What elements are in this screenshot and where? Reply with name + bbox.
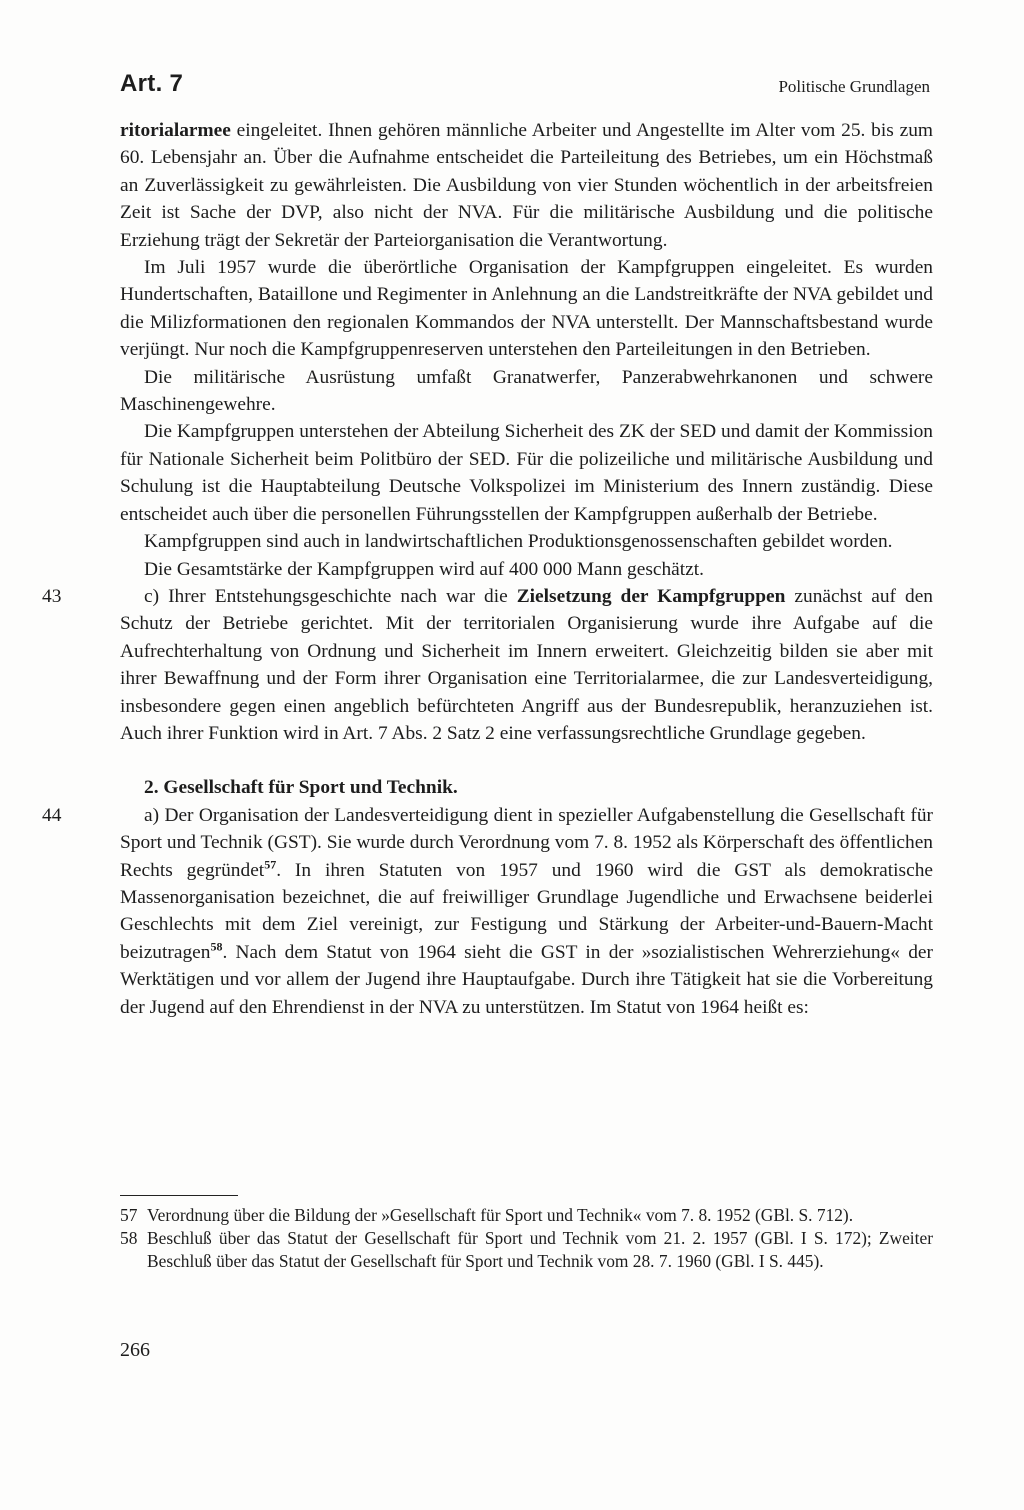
paragraph-4: Die Kampfgruppen unterstehen der Abteilung Sicherheit des ZK der SED und damit der Kommission für Nationale Sicherheit beim Politbüro der SED. Für die polizeiliche und militärische Ausbildung und Schulung ist die Hauptabteilung Deutsche Volkspolizei im Ministerium des Innern zuständig. Diese entscheidet auch über die personellen Führungsstellen der Kampfgruppen außerhalb der Betriebe.: [120, 421, 933, 525]
footnote-58: [120, 1227, 933, 1273]
section-heading: 2. Gesellschaft für Sport und Technik.: [144, 777, 458, 799]
paragraph-43: [42, 583, 934, 747]
paragraph-44: [42, 802, 933, 1021]
margin-number: 44: [42, 804, 62, 826]
paragraph-3: Die militärische Ausrüstung umfaßt Granatwerfer, Panzerabwehrkanonen und schwere Maschinengewehre.: [120, 366, 933, 416]
paragraph-1: [120, 117, 933, 254]
running-header-section: Politische Grundlagen: [778, 77, 930, 96]
paragraph-text: zunächst auf den Schutz der Betriebe gerichtet. Mit der territorialen Organisierung wurde ihre Aufgabe auf die Aufrechterhaltung von Ordnung und Sicherheit im Innern erweitert. Gleichzeitig bilden sie aber mit ihrer Bewaffnung und der Form ihrer Organisation eine Territorialarmee, die zur Landesverteidigung, insbesondere gegen einen angeblich befürchteten Angriff aus der Bundesrepublik, heranzuziehen ist. Auch ihrer Funktion wird in Art. 7 Abs. 2 Satz 2 eine verfassungsrechtliche Grundlage gegeben.: [120, 585, 934, 744]
paragraph-text: . In ihren Statuten von 1957 und 1960 wird die GST als demokratische Massenorganisation bezeichnet, die auf freiwilliger Grundlage Jugendliche und Erwachsene beiderlei Geschlechts mit dem Ziel vereinigt, zur Festigung und Stärkung der Arbeiter-und-Bauern-Macht beizutragen: [120, 859, 933, 963]
footnote-text: Verordnung über die Bildung der »Gesellschaft für Sport und Technik« vom 7. 8. 1952 (GBl. S. 712).: [147, 1205, 854, 1225]
footnote-number: 58: [120, 1228, 138, 1249]
footnote-text: Beschluß über das Statut der Gesellschaft für Sport und Technik vom 21. 2. 1957 (GBl. I S. 172); Zweiter Beschluß über das Statut der Gesellschaft für Sport und Technik vom 28. 7. 1960 (GBl. I S. 445).: [147, 1228, 933, 1272]
footnotes: [120, 1204, 933, 1274]
footnote-57: [120, 1204, 933, 1227]
paragraph-text: c) Ihrer Entstehungsgeschichte nach war die: [144, 585, 517, 607]
paragraph-text: a) Der Organisation der Landesverteidigung dient in spezieller Aufgabenstellung die Gesellschaft für Sport und Technik (GST). Sie wurde durch Verordnung vom 7. 8. 1952 als Körperschaft des öffentlichen Rechts gegründet: [120, 804, 933, 881]
paragraph-text: eingeleitet. Ihnen gehören männliche Arbeiter und Angestellte im Alter vom 25. bis zum 60. Lebensjahr an. Über die Aufnahme entscheidet die Parteileitung des Betriebes, um ein Höchstmaß an Zuverlässigkeit zu gewährleisten. Die Ausbildung von vier Stunden wöchentlich in der arbeitsfreien Zeit ist Sache der DVP, also nicht der NVA. Für die militärische Ausbildung und die politische Erziehung trägt der Sekretär der Parteiorganisation die Verantwortung.: [120, 120, 933, 251]
bold-term: Zielsetzung der Kampfgruppen: [516, 585, 786, 607]
footnote-ref-57[interactable]: 57: [264, 857, 277, 872]
main-text: [42, 117, 934, 1021]
page-number: 266: [120, 1339, 150, 1361]
running-header-article: Art. 7: [120, 70, 184, 97]
paragraph-6: Die Gesamtstärke der Kampfgruppen wird auf 400 000 Mann geschätzt.: [144, 558, 704, 580]
footnote-divider: [120, 1195, 238, 1196]
margin-number: 43: [42, 585, 62, 607]
bold-term: ritorialarmee: [120, 120, 231, 141]
paragraph-text: . Nach dem Statut von 1964 sieht die GST in der »sozialistischen Wehrerziehung« der Werktätigen und vor allem der Jugend ihre Hauptaufgabe. Durch ihre Tätigkeit hat sie die Vorbereitung der Jugend auf den Ehrendienst in der NVA zu unterstützen. Im Statut von 1964 heißt es:: [120, 941, 933, 1018]
paragraph-2: Im Juli 1957 wurde die überörtliche Organisation der Kampfgruppen eingeleitet. Es wurden Hundertschaften, Bataillone und Regimenter in Anlehnung an die Landstreitkräfte der NVA gebildet und die Milizformationen den regionalen Kommandos der NVA unterstellt. Der Mannschaftsbestand wurde verjüngt. Nur noch die Kampfgruppenreserven unterstehen den Parteileitungen in den Betrieben.: [120, 257, 933, 361]
footnote-number: 57: [120, 1205, 138, 1225]
paragraph-5: Kampfgruppen sind auch in landwirtschaftlichen Produktionsgenossenschaften gebildet worden.: [144, 531, 893, 553]
footnote-ref-58[interactable]: 58: [210, 939, 223, 954]
